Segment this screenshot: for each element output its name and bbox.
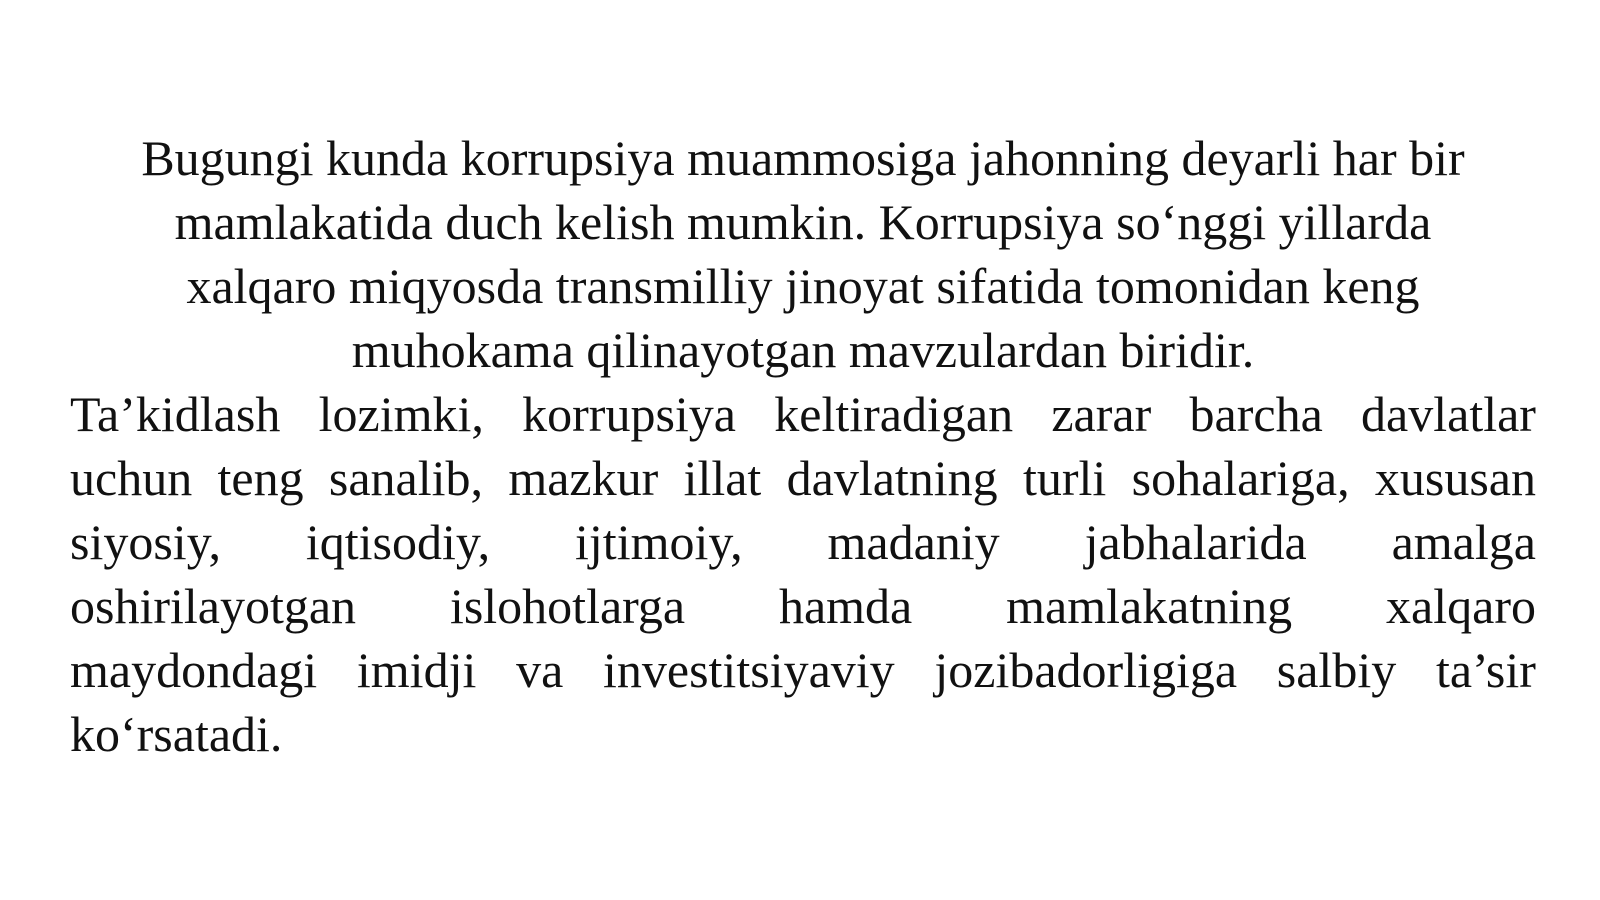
word: xususan bbox=[1374, 450, 1536, 506]
word: siyosiy, bbox=[70, 514, 221, 570]
word: Ta’kidlash bbox=[70, 386, 281, 442]
word: uchun bbox=[70, 450, 193, 506]
paragraph-line: mamlakatida duch kelish mumkin. Korrupsiya so‘nggi yillarda bbox=[174, 194, 1432, 250]
paragraph-line: Bugungi kunda korrupsiya muammosiga jahonning deyarli har bir bbox=[141, 130, 1465, 186]
word: islohotlarga bbox=[449, 578, 686, 634]
word: investitsiyaviy bbox=[603, 642, 895, 698]
word: va bbox=[516, 642, 564, 698]
word: jozibadorligiga bbox=[934, 642, 1238, 698]
paragraph-line: xalqaro miqyosda transmilliy jinoyat sifatida tomonidan keng bbox=[186, 258, 1420, 314]
word: sanalib, bbox=[328, 450, 484, 506]
word: sohalariga, bbox=[1131, 450, 1350, 506]
word: lozimki, bbox=[318, 386, 484, 442]
word: davlatning bbox=[786, 450, 998, 506]
word: barcha bbox=[1189, 386, 1323, 442]
word: davlatlar bbox=[1361, 386, 1536, 442]
paragraph-line bbox=[70, 446, 1536, 510]
paragraph-line bbox=[70, 382, 1536, 446]
paragraph-line bbox=[70, 638, 1536, 702]
word: zarar bbox=[1051, 386, 1152, 442]
word: korrupsiya bbox=[522, 386, 736, 442]
word: illat bbox=[683, 450, 762, 506]
word: turli bbox=[1022, 450, 1107, 506]
word: hamda bbox=[778, 578, 913, 634]
paragraph-body bbox=[70, 382, 1536, 766]
word: imidji bbox=[356, 642, 477, 698]
word: madaniy bbox=[827, 514, 1000, 570]
paragraph-intro bbox=[70, 126, 1536, 382]
word: xalqaro bbox=[1386, 578, 1536, 634]
word: mamlakatning bbox=[1006, 578, 1293, 634]
word: ijtimoiy, bbox=[575, 514, 743, 570]
paragraph-line bbox=[70, 574, 1536, 638]
word: maydondagi bbox=[70, 642, 318, 698]
slide-text-block bbox=[70, 126, 1536, 766]
word: amalga bbox=[1391, 514, 1536, 570]
paragraph-line bbox=[70, 510, 1536, 574]
paragraph-line: muhokama qilinayotgan mavzulardan biridir. bbox=[351, 322, 1255, 378]
word: ta’sir bbox=[1435, 642, 1536, 698]
word: jabhalarida bbox=[1084, 514, 1307, 570]
word: iqtisodiy, bbox=[305, 514, 491, 570]
word: mazkur bbox=[508, 450, 659, 506]
word: oshirilayotgan bbox=[70, 578, 357, 634]
word: teng bbox=[217, 450, 304, 506]
word: keltiradigan bbox=[774, 386, 1014, 442]
word: salbiy bbox=[1276, 642, 1397, 698]
paragraph-line: ko‘rsatadi. bbox=[70, 706, 283, 762]
